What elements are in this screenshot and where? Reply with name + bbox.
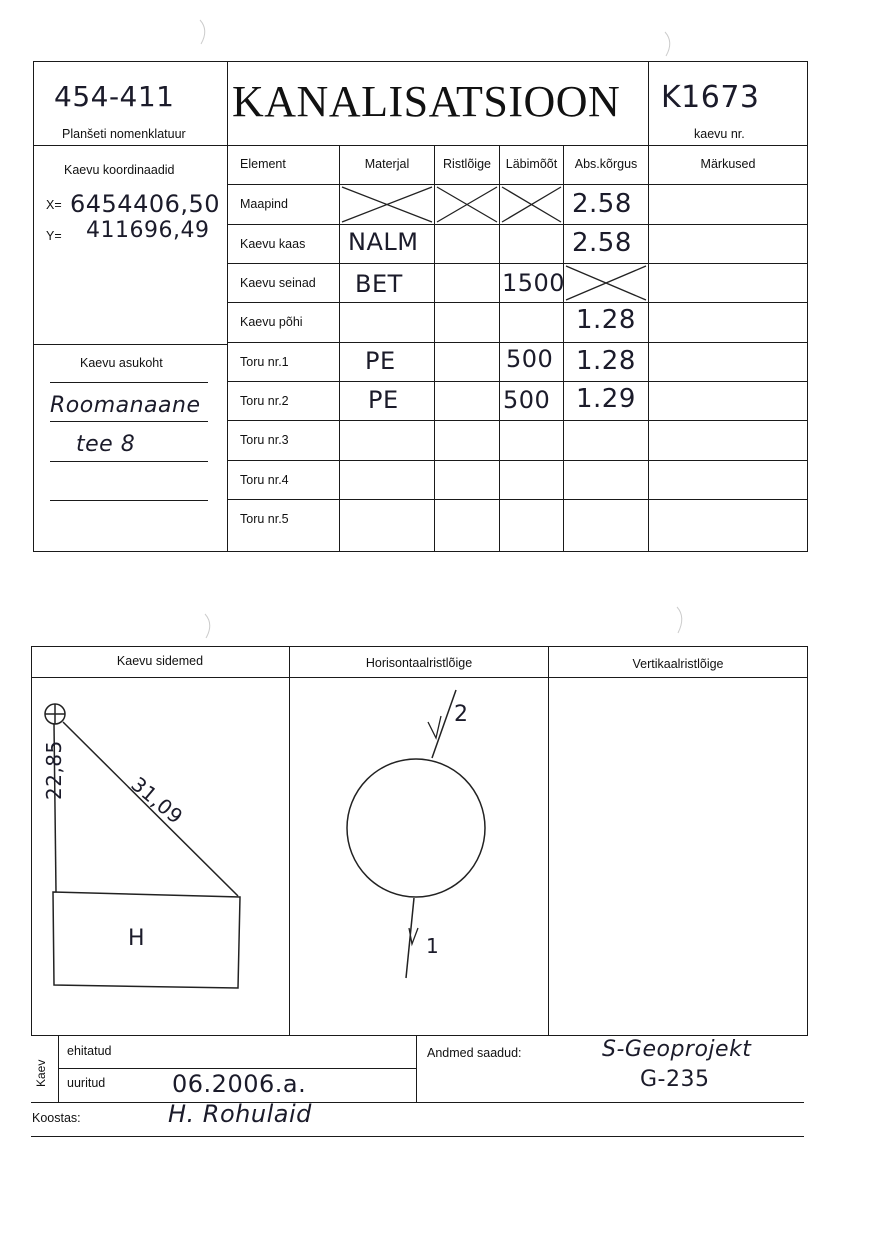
row-label-toru-5: Toru nr.5	[240, 512, 289, 526]
built-label: ehitatud	[67, 1044, 112, 1058]
section-horizontal-title: Horisontaalristlõige	[365, 656, 473, 670]
section-vertical-title: Vertikaalristlõige	[632, 657, 724, 671]
well-number: K1673	[661, 80, 760, 115]
cell-abs-kaevu-kaas: 2.58	[572, 228, 632, 258]
col-header-abs-korgus: Abs.kõrgus	[574, 157, 638, 171]
cross-mark	[563, 263, 649, 303]
tie-distance-a: 22,85	[42, 740, 66, 800]
author-label: Koostas:	[32, 1111, 81, 1125]
x-prefix: X=	[46, 198, 62, 212]
section-ties-title: Kaevu sidemed	[116, 654, 204, 668]
horizontal-section-sketch	[290, 678, 548, 1034]
cross-mark	[499, 184, 564, 225]
scan-mark	[660, 30, 680, 58]
author-signature: H. Rohulaid	[168, 1100, 312, 1128]
col-header-markused: Märkused	[700, 157, 756, 171]
col-header-ristloige: Ristlõige	[443, 157, 491, 171]
location-line-1: Roomanaane	[50, 393, 201, 418]
cell-abs-toru-1: 1.28	[576, 346, 636, 376]
ties-sketch	[32, 678, 288, 1034]
cross-mark	[339, 184, 435, 225]
data-from-label: Andmed saadud:	[427, 1046, 522, 1060]
cell-materjal-kaevu-kaas: NALM	[348, 228, 419, 256]
cell-abs-kaevu-pohi: 1.28	[576, 305, 636, 335]
cross-mark	[434, 184, 500, 225]
location-label: Kaevu asukoht	[80, 356, 163, 370]
row-label-kaevu-kaas: Kaevu kaas	[240, 237, 306, 251]
row-label-kaevu-pohi: Kaevu põhi	[240, 315, 303, 329]
cell-materjal-toru-1: PE	[365, 347, 396, 375]
coordinates-label: Kaevu koordinaadid	[64, 163, 175, 177]
row-label-toru-3: Toru nr.3	[240, 433, 289, 447]
data-from-line-2: G-235	[640, 1067, 710, 1092]
cell-labimoot-toru-2: 500	[503, 386, 551, 414]
cell-materjal-toru-2: PE	[368, 386, 399, 414]
col-header-element: Element	[240, 157, 286, 171]
cell-labimoot-toru-1: 500	[506, 345, 554, 373]
sheet-label: Planšeti nomenklatuur	[62, 127, 186, 141]
row-label-toru-4: Toru nr.4	[240, 473, 289, 487]
scan-mark	[672, 605, 692, 635]
scan-mark	[200, 612, 220, 640]
location-line-2: tee 8	[76, 432, 136, 457]
sheet-number: 454-411	[54, 80, 175, 113]
cell-abs-toru-2: 1.29	[576, 384, 636, 414]
well-label: kaevu nr.	[694, 127, 745, 141]
y-prefix: Y=	[46, 229, 62, 243]
surveyed-label: uuritud	[67, 1076, 106, 1090]
surveyed-date: 06.2006.a.	[172, 1070, 307, 1098]
page-title: KANALISATSIOON	[232, 77, 621, 126]
scan-mark	[195, 18, 215, 46]
row-label-toru-2: Toru nr.2	[240, 394, 289, 408]
y-coordinate: 411696,49	[86, 218, 210, 243]
cell-abs-maapind: 2.58	[572, 189, 632, 219]
tie-distance-b: 31,09	[126, 772, 188, 829]
pipe-2-label: 2	[454, 702, 469, 727]
pipe-1-label: 1	[426, 934, 440, 958]
cell-materjal-kaevu-seinad: BET	[355, 270, 403, 298]
row-label-toru-1: Toru nr.1	[240, 355, 289, 369]
row-label-kaevu-seinad: Kaevu seinad	[240, 276, 316, 290]
col-header-labimoot: Läbimõõt	[505, 157, 558, 171]
building-label: H	[128, 926, 146, 951]
col-header-materjal: Materjal	[364, 157, 410, 171]
cell-labimoot-kaevu-seinad: 1500	[502, 269, 566, 297]
row-label-maapind: Maapind	[240, 197, 288, 211]
kaev-side-label: Kaev	[34, 1059, 48, 1087]
data-from-line-1: S-Geoprojekt	[602, 1037, 752, 1062]
x-coordinate: 6454406,50	[70, 190, 221, 218]
